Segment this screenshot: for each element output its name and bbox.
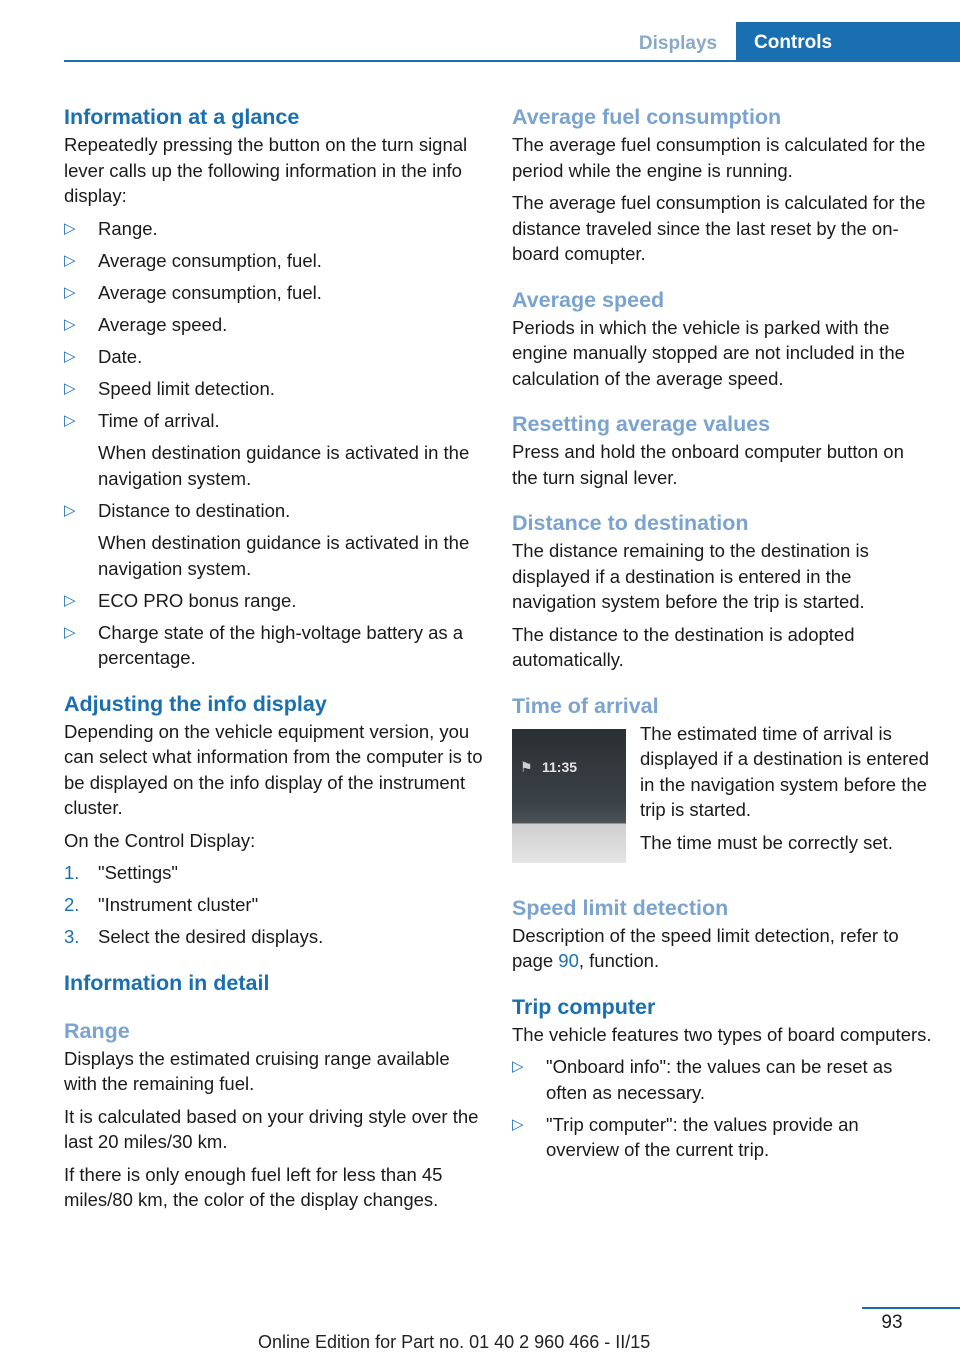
detail-heading: Information in detail (64, 970, 270, 995)
list-item (512, 1112, 932, 1163)
triangle-bullet-icon: ▷ (64, 623, 76, 641)
adjust-paragraph: Depending on the vehicle equipment version, you can select what information from the computer is to be displayed on the info display of the instrument cluster. (64, 720, 483, 818)
list-item-text: Time of arrival. (98, 409, 220, 431)
list-item (64, 248, 484, 274)
glance-heading: Information at a glance (64, 105, 300, 129)
list-item-text: "Onboard info": the values can be reset as often as necessary. (546, 1056, 893, 1103)
list-item (64, 280, 484, 306)
list-item-text: "Trip computer": the values provide an overview of the current trip. (546, 1113, 859, 1160)
page-90-link[interactable]: 90 (558, 950, 579, 971)
adjust-steps (64, 860, 484, 950)
glance-list (64, 216, 484, 671)
avgfuel-p1: The average fuel consumption is calculated for the period while the engine is running. (512, 134, 926, 181)
list-item (64, 216, 484, 242)
step-number: 2. (64, 894, 80, 915)
step-item (64, 892, 484, 918)
triangle-bullet-icon: ▷ (64, 219, 76, 237)
speedlimit-text-after: , function. (578, 950, 660, 971)
edition-text: Online Edition for Part no. 01 40 2 960 466 - II/15 (258, 1332, 651, 1352)
list-item (64, 344, 484, 370)
adjust-heading: Adjusting the info display (64, 691, 327, 716)
range-p1: Displays the estimated cruising range available with the remaining fuel. (64, 1047, 450, 1094)
reset-p1: Press and hold the onboard computer button on the turn signal lever. (512, 441, 904, 488)
arrival-text (640, 721, 932, 863)
list-item-text: Average consumption, fuel. (98, 249, 322, 271)
page-number: 93 (881, 1312, 903, 1333)
distance-p2: The distance to the destination is adopted automatically. (512, 623, 855, 670)
list-item-text: Charge state of the high-voltage battery as a percentage. (98, 621, 464, 668)
step-text: "Settings" (98, 862, 178, 883)
step-number: 1. (64, 862, 80, 883)
range-heading: Range (64, 1018, 130, 1043)
list-item (64, 498, 484, 582)
list-item (64, 312, 484, 338)
list-item-text: Date. (98, 345, 143, 367)
step-item (64, 860, 484, 886)
trip-p1: The vehicle features two types of board computers. (512, 1023, 932, 1045)
avgfuel-p2: The average fuel consumption is calculated for the distance traveled since the last reset by the on-board comupter. (512, 192, 926, 264)
trip-list (512, 1054, 932, 1163)
arrival-heading: Time of arrival (512, 693, 659, 718)
triangle-bullet-icon: ▷ (512, 1115, 524, 1133)
list-item (64, 620, 484, 671)
right-column (512, 102, 932, 1169)
list-item (64, 408, 484, 492)
list-item-text: ECO PRO bonus range. (98, 589, 297, 611)
adjust-control-display: On the Control Display: (64, 829, 256, 851)
triangle-bullet-icon: ▷ (64, 379, 76, 397)
speedlimit-heading: Speed limit detection (512, 895, 729, 920)
list-item-note: When destination guidance is activated in the navigation system. (98, 442, 470, 489)
step-text: Select the desired displays. (98, 926, 324, 947)
list-item (64, 376, 484, 402)
reset-heading: Resetting average values (512, 412, 771, 436)
triangle-bullet-icon: ▷ (64, 591, 76, 609)
list-item-text: Average consumption, fuel. (98, 281, 322, 303)
speedlimit-p1 (512, 923, 932, 974)
avgspeed-heading: Average speed (512, 287, 665, 312)
triangle-bullet-icon: ▷ (64, 283, 76, 301)
list-item-text: Average speed. (98, 313, 228, 335)
arrival-p1: The estimated time of arrival is displayed if a destination is entered in the navigation system before the trip is started. (640, 722, 929, 820)
triangle-bullet-icon: ▷ (64, 315, 76, 333)
distance-heading: Distance to destination (512, 511, 749, 535)
triangle-bullet-icon: ▷ (64, 501, 76, 519)
step-text: "Instrument cluster" (98, 894, 259, 915)
arrival-display-image (512, 729, 626, 863)
speedlimit-text-before: Description of the speed limit detection, refer to page (512, 924, 899, 971)
step-number: 3. (64, 926, 80, 947)
header-chapter-tab: Controls (736, 22, 960, 62)
triangle-bullet-icon: ▷ (64, 411, 76, 429)
avgspeed-p1: Periods in which the vehicle is parked with the engine manually stopped are not included in the calculation of the average speed. (512, 316, 905, 389)
step-item (64, 924, 484, 950)
list-item-text: Distance to destination. (98, 499, 291, 521)
avgfuel-heading: Average fuel consumption (512, 105, 782, 129)
footer-rule (862, 1307, 960, 1309)
header-section-label: Displays (638, 33, 718, 54)
triangle-bullet-icon: ▷ (512, 1058, 524, 1075)
list-item (512, 1054, 932, 1105)
distance-p1: The distance remaining to the destination is displayed if a destination is entered in the navigation system before the trip is started. (512, 540, 869, 612)
arrival-block (512, 721, 932, 893)
range-p3: If there is only enough fuel left for less than 45 miles/80 km, the color of the display changes. (64, 1163, 443, 1210)
arrival-p2: The time must be correctly set. (640, 831, 893, 853)
list-item-note: When destination guidance is activated in the navigation system. (98, 532, 470, 579)
triangle-bullet-icon: ▷ (64, 347, 76, 365)
left-column (64, 102, 484, 1220)
header-rule (64, 60, 960, 62)
range-p2: It is calculated based on your driving style over the last 20 miles/30 km. (64, 1105, 479, 1152)
glance-intro: Repeatedly pressing the button on the turn signal lever calls up the following information in the info display: (64, 134, 468, 206)
trip-heading: Trip computer (512, 994, 656, 1019)
triangle-bullet-icon: ▷ (64, 251, 76, 269)
arrival-clock: 11:35 (542, 758, 578, 775)
flag-icon: ⚑ (520, 758, 533, 775)
list-item-text: Speed limit detection. (98, 377, 275, 399)
list-item-text: Range. (98, 217, 158, 239)
list-item (64, 588, 484, 614)
